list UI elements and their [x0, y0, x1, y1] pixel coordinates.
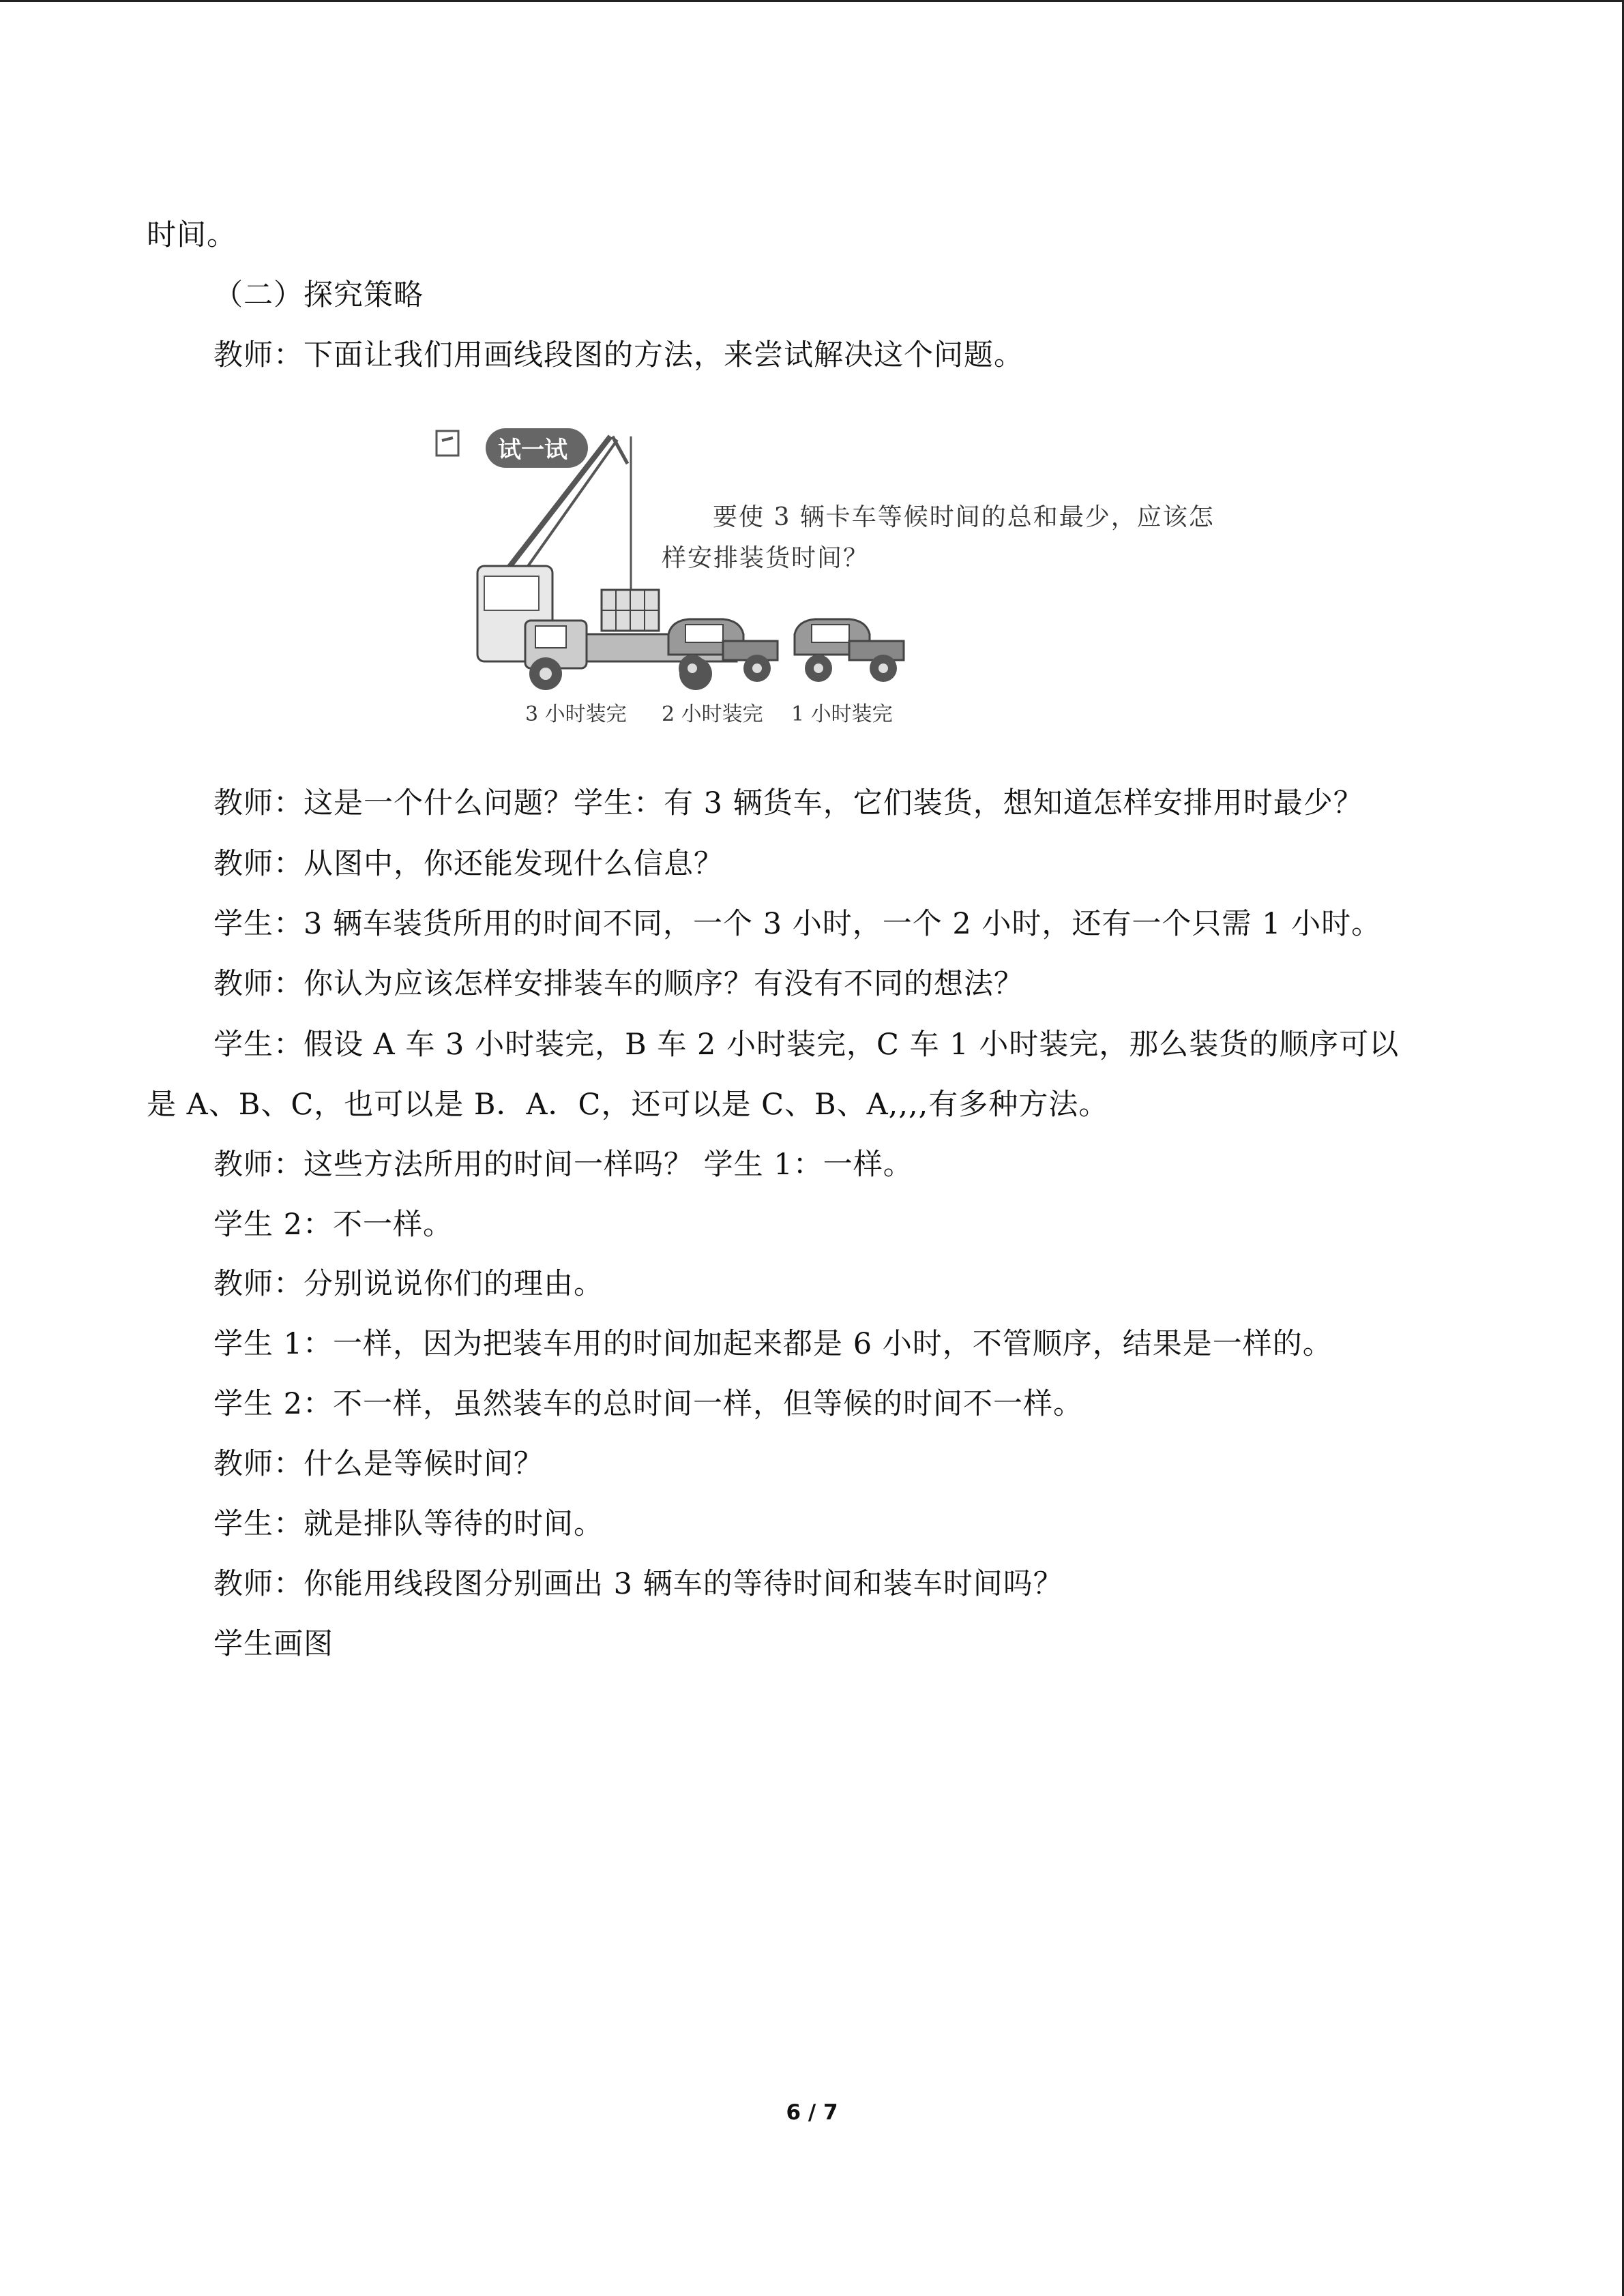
text-line: 学生 1：一样，因为把装车用的时间加起来都是 6 小时，不管顺序，结果是一样的。	[213, 1327, 1333, 1361]
text-line: 教师：分别说说你们的理由。	[213, 1267, 604, 1301]
truck-c-icon	[795, 619, 904, 682]
truck-a-label: 3 小时装完	[525, 702, 627, 726]
text-line: 教师：你能用线段图分别画出 3 辆车的等待时间和装车时间吗？	[213, 1567, 1063, 1601]
text-line: 教师：这是一个什么问题？学生：有 3 辆货车，它们装货，想知道怎样安排用时最少？	[213, 786, 1363, 820]
page-number: 6 / 7	[786, 2100, 838, 2125]
text-line: 学生：就是排队等待的时间。	[213, 1507, 604, 1541]
figure-question-line-1: 要使 3 辆卡车等候时间的总和最少，应该怎	[713, 503, 1215, 531]
truck-b-icon	[668, 619, 778, 682]
text-line: 教师：你认为应该怎样安排装车的顺序？有没有不同的想法？	[213, 967, 1024, 1001]
loading-trucks-figure	[423, 409, 1262, 736]
section-heading: （二）探究策略	[213, 278, 424, 312]
text-line: 学生画图	[213, 1627, 334, 1661]
text-line: 时间。	[147, 218, 237, 252]
figure-question-line-2: 样安排装货时间？	[662, 544, 870, 572]
cargo-crate-icon	[602, 590, 659, 631]
text-line: 学生：假设 A 车 3 小时装完，B 车 2 小时装完，C 车 1 小时装完，那么装货的顺序可以	[213, 1028, 1400, 1062]
text-line: 教师：从图中，你还能发现什么信息？	[213, 847, 724, 881]
text-line: 教师：这些方法所用的时间一样吗？ 学生 1：一样。	[213, 1148, 913, 1182]
text-line: 是 A、B、C，也可以是 B．A．C，还可以是 C、B、A,,,,有多种方法。	[147, 1088, 1109, 1122]
text-line: 教师：下面让我们用画线段图的方法，来尝试解决这个问题。	[213, 338, 1024, 372]
text-line: 学生：3 辆车装货所用的时间不同，一个 3 小时，一个 2 小时，还有一个只需 1 小时。	[213, 907, 1382, 941]
page-border-top	[0, 0, 1624, 2]
text-line: 学生 2：不一样。	[213, 1208, 454, 1242]
try-badge-label: 试一试	[498, 436, 567, 464]
text-line: 教师：什么是等候时间？	[213, 1447, 544, 1481]
truck-b-label: 2 小时装完	[662, 702, 763, 726]
truck-c-label: 1 小时装完	[791, 702, 893, 726]
text-line: 学生 2：不一样，虽然装车的总时间一样，但等候的时间不一样。	[213, 1387, 1084, 1421]
